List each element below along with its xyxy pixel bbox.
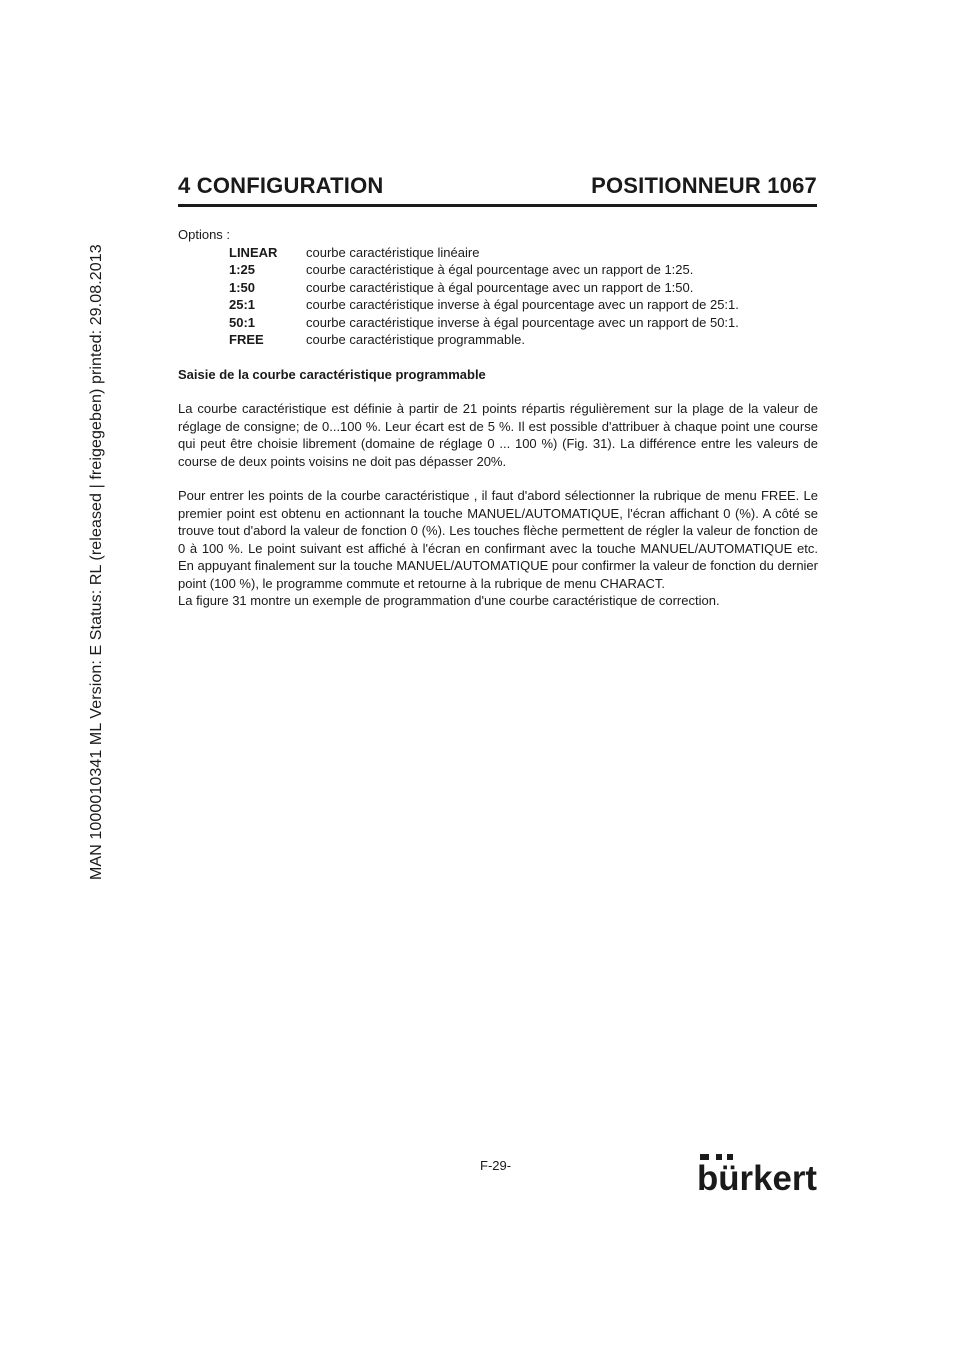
option-desc: courbe caractéristique inverse à égal pourcentage avec un rapport de 50:1. [306,314,739,330]
option-key: 25:1 [229,297,256,312]
page-header [178,170,817,207]
burkert-logo [696,1150,818,1194]
option-row [229,296,739,314]
chapter-title: 4 CONFIGURATION [178,173,384,198]
option-key: 1:25 [229,262,256,277]
main-content [178,226,818,610]
option-row [229,279,739,297]
option-desc: courbe caractéristique à égal pourcentage avec un rapport de 1:25. [306,262,694,277]
paragraph-entry-procedure: Pour entrer les points de la courbe caractéristique , il faut d'abord sélectionner la rubrique de menu FREE. Le premier point est obtenu en actionnant la touche MANUEL/AUTOMATIQUE, l'écran affichant 0 (%). A côté se trouve tout d'abord la valeur de fonction 0 (%). Les touches flèche permettent de régler la valeur de fonction de 0 à 100 %. Le point suivant est affiché à l'écran en confirmant avec la touche MANUEL/AUTOMATIQUE etc. En appuyant finalement sur la touche MANUEL/AUTOMATIQUE pour confirmer la valeur de fonction du dernier point (100 %), le programme commute et retourne à la rubrique de menu CHARACT. [178,488,818,591]
option-row [229,244,739,262]
option-key: 1:50 [229,279,256,295]
document-status-note: MAN 1000010341 ML Version: E Status: RL (released | freigegeben) printed: 29.08.2013 [88,244,105,880]
page-number: F-29- [480,1158,512,1173]
section-title: Saisie de la courbe caractéristique programmable [178,366,486,382]
option-desc: courbe caractéristique linéaire [306,244,480,260]
option-key: 50:1 [229,314,256,330]
option-key: LINEAR [229,244,278,260]
paragraph-definition: La courbe caractéristique est définie à partir de 21 points répartis régulièrement sur la plage de la valeur de réglage de consigne; de 0...100 %. Leur écart est de 5 %. Il est possible d'attribuer à chaque point une course qui peut être choisie librement (domaine de réglage 0 ... 100 %) (Fig. 31). La différence entre les valeurs de course de deux points voisins ne doit pas dépasser 20%. [178,401,818,469]
option-row [229,331,739,349]
paragraph-figure-reference: La figure 31 montre un exemple de programmation d'une courbe caractéristique de correction. [178,593,720,608]
options-label: Options : [178,227,231,242]
option-desc: courbe caractéristique à égal pourcentage avec un rapport de 1:50. [306,279,694,295]
option-key: FREE [229,332,264,347]
logo-text: bürkert [697,1159,818,1194]
options-table [229,244,739,349]
option-row [229,261,739,279]
option-row [229,314,739,332]
option-desc: courbe caractéristique inverse à égal pourcentage avec un rapport de 25:1. [306,297,739,312]
product-title: POSITIONNEUR 1067 [591,173,817,198]
option-desc: courbe caractéristique programmable. [306,332,525,347]
